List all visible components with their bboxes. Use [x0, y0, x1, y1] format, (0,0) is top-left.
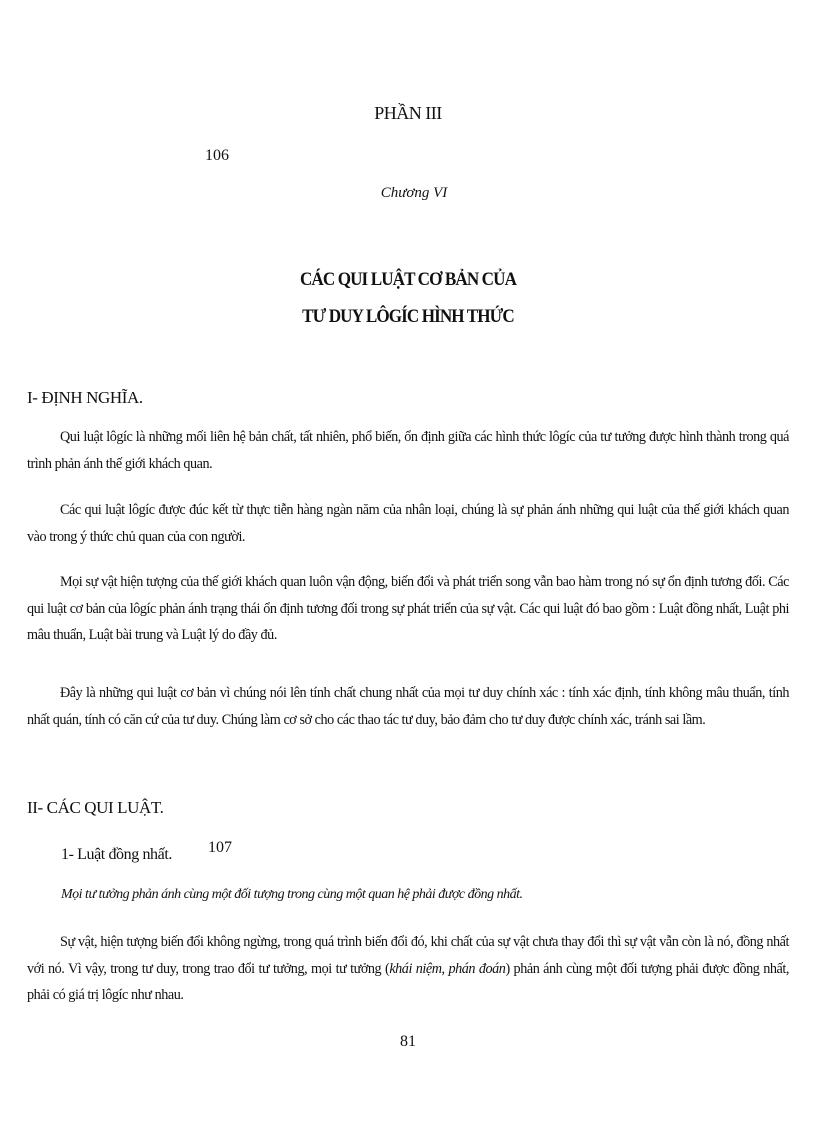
chapter-title-line-2: TƯ DUY LÔGÍC HÌNH THỨC [302, 306, 514, 327]
paragraph-italic-text: khái niệm, phán đoán [389, 960, 506, 977]
subsection-heading-identity-law: 1- Luật đồng nhất. [61, 846, 172, 863]
section-heading-definition: I- ĐỊNH NGHĨA. [27, 388, 143, 407]
page-number: 81 [400, 1033, 416, 1050]
paragraph: Các qui luật lôgíc được đúc kết từ thực tiễn hàng ngàn năm của nhân loại, chúng là sự phản ánh những qui luật của thế giới khách quan vào trong ý thức chủ quan của con người. [27, 502, 789, 545]
paragraph: Đây là những qui luật cơ bản vì chúng nói lên tính chất chung nhất của mọi tư duy chính xác : tính xác định, tính không mâu thuẩn, tính nhất quán, tính có căn cứ của tư duy. Chúng làm cơ sở cho các thao tác tư duy, bảo đảm cho tư duy được chính xác, tránh sai lầm. [27, 685, 789, 728]
paragraph-text: Sự vật, hiện tượng biến đổi không ngừng, trong quá trình biến đổi đó, khi chất của sự vật chưa thay đổi thì sự vật vẫn còn là nó, đồng nhất với nó. Vì vậy, trong tư duy, trong trao đổi tư tưởng, mọi tư tưởng ( [27, 934, 789, 977]
section-heading-laws: II- CÁC QUI LUẬT. [27, 798, 164, 817]
chapter-label: Chương VI [380, 185, 448, 201]
paragraph: Qui luật lôgíc là những mối liên hệ bản chất, tất nhiên, phổ biến, ổn định giữa các hình thức lôgíc của tư tưởng được hình thành trong quá trình phản ánh thế giới khách quan. [27, 429, 789, 472]
law-statement: Mọi tư tưởng phản ánh cùng một đối tượng trong cùng một quan hệ phải được đồng nhất. [61, 887, 523, 902]
part-heading: PHẦN III [374, 103, 442, 123]
paragraph [27, 929, 789, 1009]
paragraph: Mọi sự vật hiện tượng của thế giới khách quan luôn vận động, biến đổi và phát triển song vẫn bao hàm trong nó sự ổn định tương đối. Các qui luật cơ bản của lôgíc phản ánh trạng thái ổn định tương đối trong sự phát triển của sự vật. Các qui luật đó bao gồm : Luật đồng nhất, Luật phi mâu thuẩn, Luật bài trung và Luật lý do đầy đủ. [27, 574, 789, 643]
margin-number: 106 [205, 147, 229, 164]
paragraph-text: ) phản ánh cùng một đối tượng phải được đồng nhất, phải có giá trị lôgíc như nhau. [27, 960, 789, 1003]
chapter-title-line-1: CÁC QUI LUẬT CƠ BẢN CỦA [299, 269, 517, 290]
margin-number: 107 [208, 839, 232, 856]
